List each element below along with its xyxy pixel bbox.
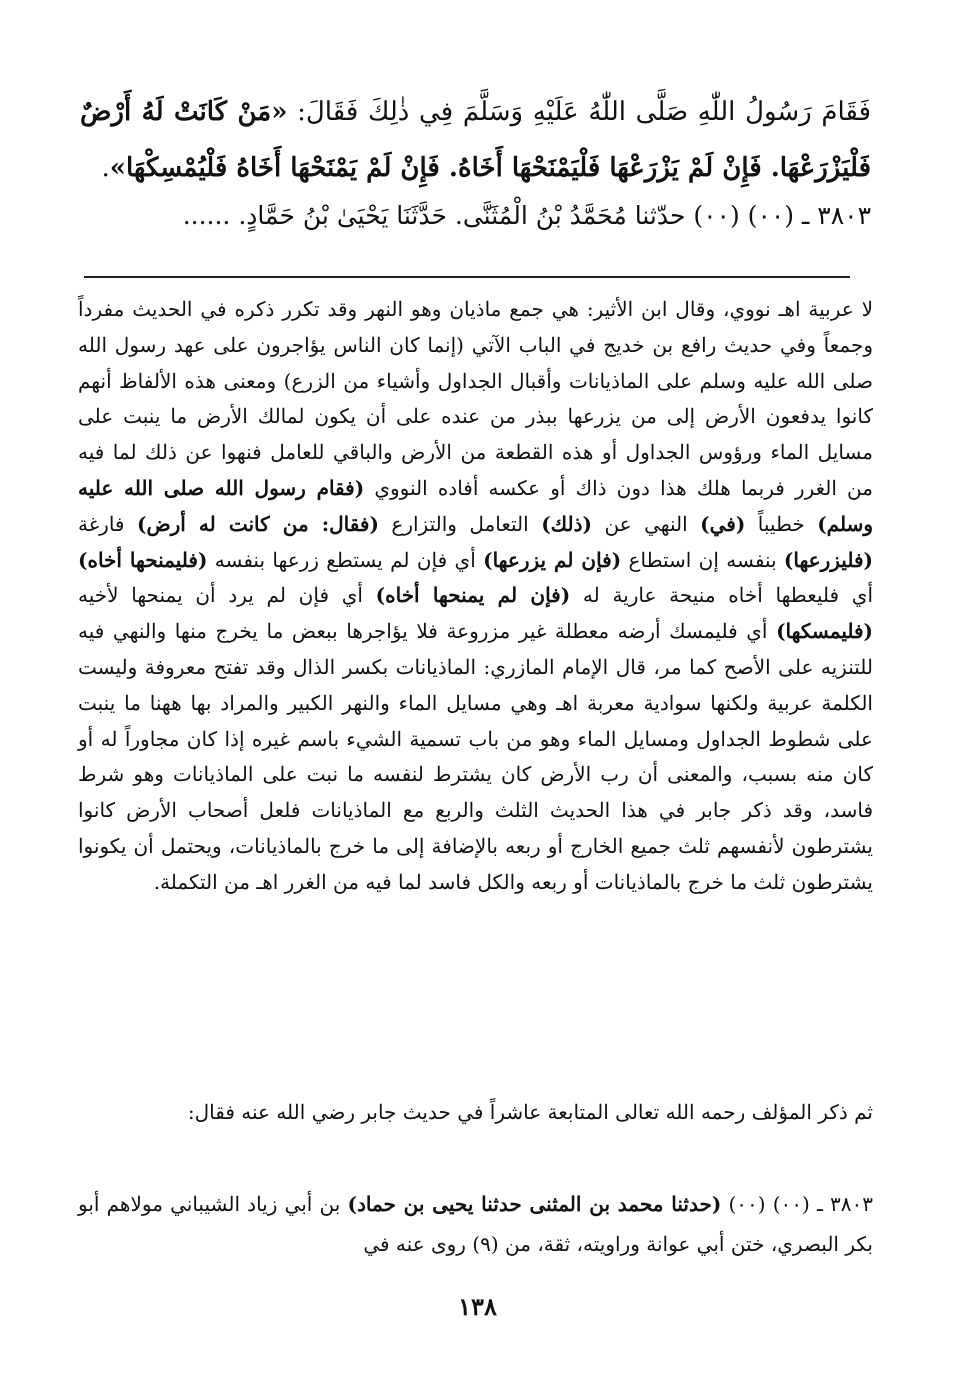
commentary-quote: (فليزرعها) [783, 547, 873, 572]
commentary-text: أي فإن لم يرد أن يمنحها لأخيه [78, 583, 376, 608]
commentary-quote: (فليمنحها أخاه) [78, 547, 208, 572]
transition-paragraph: ثم ذكر المؤلف رحمه الله تعالى المتابعة عاشراً في حديث جابر رضي الله عنه فقال: [187, 1100, 873, 1124]
footnote-separator [84, 276, 850, 278]
commentary-text: فارغة [78, 511, 137, 536]
commentary-quote: (فقال: من كانت له أرض) [136, 511, 379, 536]
commentary-text: النهي عن [591, 511, 701, 536]
commentary-quote: (في) [700, 511, 746, 536]
hadith-number: ٣٨٠٣ ـ (٠٠) (٠٠) [721, 1192, 873, 1216]
hadith-chain: ٣٨٠٣ ـ (٠٠) (٠٠) حدّثنا مُحَمَّدُ بْنُ الْمُثَنَّى. حَدَّثَنَا يَحْيَىٰ بْنُ حَمَّادٍ. ...... [182, 201, 871, 230]
commentary-text: أي فإن لم يستطع زرعها بنفسه [207, 547, 484, 572]
hadith-quote: «مَنْ كَانَتْ لَهُ أَرْضٌ فَلْيَزْرَعْهَا. فَإِنْ لَمْ يَزْرَعْهَا فَلْيَمْنَحْهَا أَخَاهُ. فَإِنْ لَمْ يَمْنَحْهَا أَخَاهُ فَلْيُمْسِكْهَا» [80, 97, 871, 183]
commentary-text: خطيباً [745, 511, 818, 536]
page-number: ١٣٨ [458, 1292, 497, 1321]
hadith-end: . [101, 153, 110, 183]
commentary-text: بنفسه إن استطاع [621, 547, 784, 572]
commentary-text: أي فليعطها أخاه منيحة عارية له [570, 583, 873, 608]
commentary-text: أي فليمسك أرضه معطلة غير مزروعة فلا يؤاجرها ببعض ما يخرج منها والنهي فيه للتنزيه على الأصح كما مر، قال الإمام المازري: الماذيانات بكسر الذال وقد تفتح معروفة وليست الكلمة عربية ولكنها سوادية معربة اهـ وهي مسايل الماء والنهر الكبير والمراد بها ههنا ما ينبت على شطوط الجداول ومسايل الماء وهو من باب تسمية الشيء باسم غيره إذا كان مجاوراً له أو كان منه بسبب، والمعنى أن رب الأرض كان يشترط لنفسه ما نبت على الماذيانات وهو شرط فاسد، وقد ذكر جابر في هذا الحديث الثلث والربع مع الماذيانات فلعل أصحاب الأرض كانوا يشترطون لأنفسهم ثلث جميع الخارج أو ربعه بالإضافة إلى ما خرج بالماذيانات، ويحتمل أن يكونوا يشترطون ثلث ما خرج بالماذيانات أو ربعه والكل فاسد لما فيه من الغرر اهـ من التكملة. [78, 619, 873, 894]
commentary-text: لا عربية اهـ نووي، وقال ابن الأثير: هي جمع ماذيان وهو النهر وقد تكرر ذكره في الحديث مفرداً وجمعاً وفي حديث رافع بن خديج في الباب الآتي (إنما كان الناس يؤاجرون على عهد رسول الله صلى الله عليه وسلم على الماذيانات وأقبال الجداول وأشياء من الزرع) ومعنى هذه الألفاظ أنهم كانوا يدفعون الأرض إلى من يزرعها ببذر من عنده على أن يكون لمالك الأرض ما ينبت على مسايل الماء ورؤوس الجداول أو هذه القطعة من الأرض والباقي للعامل فنهوا عن ذلك لما فيه من الغرر فربما هلك هذا دون ذاك أو عكسه أفاده النووي [78, 297, 873, 500]
chain-commentary-text: بن أبي زياد الشيباني مولاهم أبو بكر البصري، ختن أبي عوانة وراويته، ثقة، من (٩) روى عنه في [78, 1192, 873, 1256]
commentary-text: التعامل والتزارع [378, 511, 542, 536]
commentary-quote: (فإن لم يزرعها) [483, 547, 622, 572]
chain-quote: (حدثنا محمد بن المثنى حدثنا يحيى بن حماد) [347, 1192, 722, 1216]
commentary-paragraph [78, 292, 873, 901]
commentary-quote: (فإن لم يمنحها أخاه) [375, 583, 571, 608]
commentary-quote: (ذلك) [541, 511, 592, 536]
commentary-quote: (فقام رسول الله صلى الله عليه وسلم) [78, 475, 874, 536]
chain-commentary-paragraph [78, 1184, 873, 1264]
commentary-quote: (فليمسكها) [776, 619, 873, 644]
hadith-text [80, 84, 871, 196]
hadith-intro: فَقَامَ رَسُولُ اللّٰهِ صَلَّى اللّٰهُ عَلَيْهِ وَسَلَّمَ فِي ذٰلِكَ فَقَالَ: [287, 97, 871, 127]
